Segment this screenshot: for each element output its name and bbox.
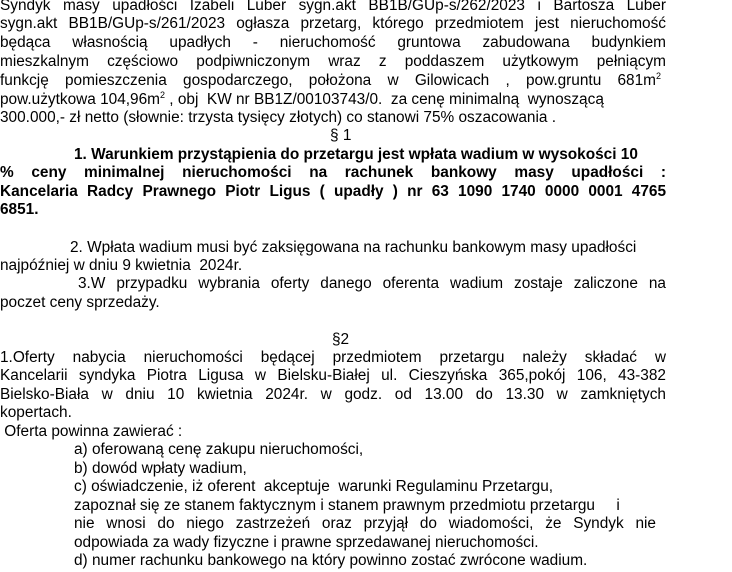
intro-line-6	[0, 91, 666, 109]
offer-item-c-cont-2: nie wnosi do niego zastrzeżeń oraz przyjął do wiadomości, że Syndyk nie	[74, 515, 656, 532]
section-1-p1-line-3: Kancelaria Radcy Prawnego Piotr Ligus ( upadły ) nr 63 1090 1740 0000 0001 4765	[0, 183, 666, 200]
section-2-p1-line-1: 1.Oferty nabycia nieruchomości będącej przedmiotem przetargu należy składać w	[0, 349, 666, 366]
section-2-p1-line-2: Kancelarii syndyka Piotra Ligusa w Bielsku-Białej ul. Cieszyńska 365,pokój 106, 43-382	[0, 367, 666, 384]
section-1-p1-line-2: % ceny minimalnej nieruchomości na rachunek bankowy masy upadłości :	[0, 164, 666, 181]
section-2-p1-line-4: kopertach.	[0, 404, 72, 421]
section-1-p2-line-2: najpóźniej w dniu 9 kwietnia 2024r.	[0, 257, 243, 274]
section-1-p3-line-1: 3.W przypadku wybrania oferty danego oferenta wadium zostaje zaliczone na	[78, 275, 666, 292]
intro-line-5-text: funkcję pomieszczenia gospodarczego, położona w Gilowicach , pow.gruntu 681m	[0, 72, 656, 89]
intro-line-2: sygn.akt BB1B/GUp-s/261/2023 ogłasza przetarg, którego przedmiotem jest nieruchomość	[0, 15, 666, 32]
intro-line-1: Syndyk masy upadłości Izabeli Luber sygn.akt BB1B/GUp-s/262/2023 i Bartosza Luber	[0, 0, 666, 14]
intro-line-7: 300.000,- zł netto (słownie: trzysta tysięcy złotych) co stanowi 75% oszacowania .	[0, 109, 557, 126]
section-1-heading-text: § 1	[330, 127, 352, 144]
offer-item-c-cont-1: zapoznał się ze stanem faktycznym i stanem prawnym przedmiotu przetargu i	[74, 497, 620, 514]
superscript-2: 2	[160, 89, 166, 100]
section-2-heading: §2	[332, 331, 350, 348]
section-2-p1-line-3: Bielsko-Biała w dniu 10 kwietnia 2024r. w godz. od 13.00 do 13.30 w zamkniętych	[0, 386, 666, 403]
superscript-2: 2	[656, 70, 662, 81]
offer-intro: Oferta powinna zawierać :	[0, 423, 183, 440]
intro-line-3: będąca własnością upadłych - nieruchomość gruntowa zabudowana budynkiem	[0, 34, 666, 51]
offer-item-c: c) oświadczenie, iż oferent akceptuje warunki Regulaminu Przetargu,	[74, 478, 554, 495]
section-1-heading	[0, 127, 732, 145]
section-1-p3-line-2: poczet ceny sprzedaży.	[0, 294, 160, 311]
section-1-p2-line-1: 2. Wpłata wadium musi być zaksięgowana na rachunku bankowym masy upadłości	[70, 239, 637, 256]
offer-item-a: a) oferowaną cenę zakupu nieruchomości,	[74, 441, 364, 458]
intro-line-4: mieszkalnym częściowo podpiwniczonym wraz z poddaszem użytkowym pełniącym	[0, 53, 666, 70]
intro-line-6-area: pow.użytkowa 104,96m	[0, 91, 160, 108]
offer-item-b: b) dowód wpłaty wadium,	[74, 460, 247, 477]
offer-item-d: d) numer rachunku bankowego na który powinno zostać zwrócone wadium.	[74, 552, 588, 569]
intro-line-5	[0, 72, 672, 90]
section-1-p1-line-4: 6851.	[0, 201, 39, 218]
offer-item-c-cont-3: odpowiada za wady fizyczne i prawne sprzedawanej nieruchomości.	[74, 534, 539, 551]
intro-line-6-rest: , obj KW nr BB1Z/00103743/0. za cenę minimalną wynoszącą	[165, 91, 604, 108]
section-1-p1-line-1: 1. Warunkiem przystąpienia do przetargu jest wpłata wadium w wysokości 10	[74, 146, 638, 163]
